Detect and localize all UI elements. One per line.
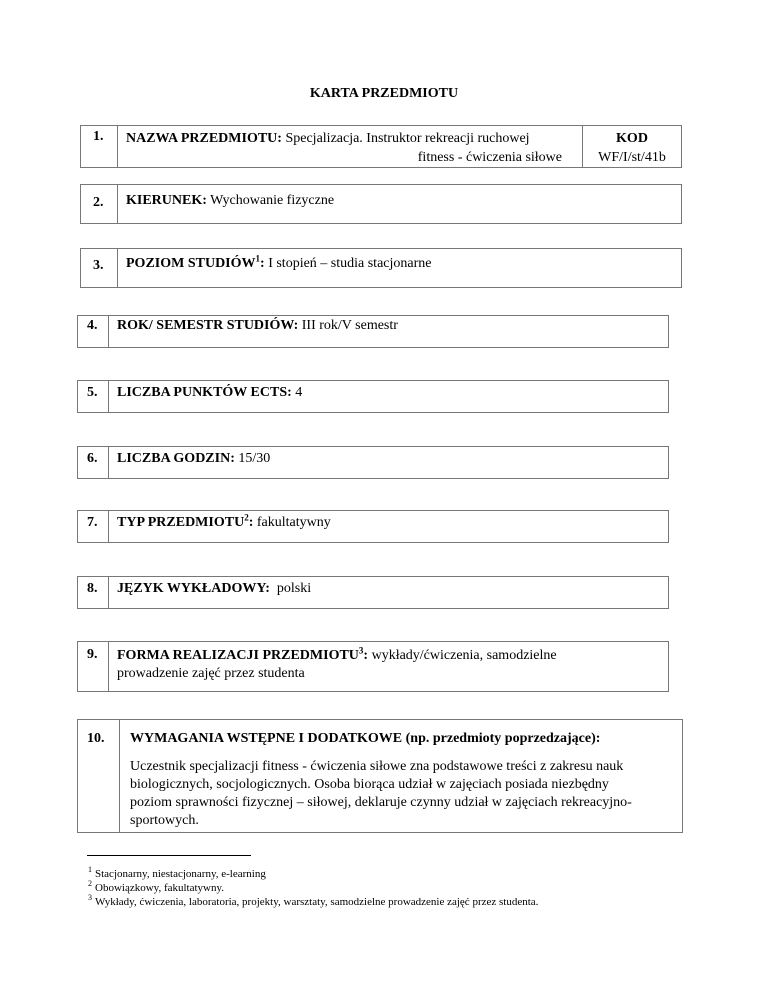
row-content [109,447,668,478]
row-value: Wychowanie fizyczne [210,193,335,208]
row-label: FORMA REALIZACJI PRZEDMIOTU [117,648,359,663]
row-content [118,249,681,287]
row-label: KIERUNEK: [126,193,207,208]
row-number: 5. [78,381,109,412]
row-content [118,126,582,167]
row-colon: : [260,256,265,271]
footnote-text: Stacjonarny, niestacjonarny, e-learning [95,868,266,880]
footnote-mark: 1 [88,865,92,875]
row-number: 8. [78,577,109,608]
row-content [109,511,668,542]
row-value: I stopień – studia stacjonarne [268,256,432,271]
row-value: Specjalizacja. Instruktor rekreacji ruchowej [285,131,530,146]
row-label: ROK/ SEMESTR STUDIÓW: [117,318,299,333]
row-value-line2: prowadzenie zajęć przez studenta [117,666,305,681]
code-label: KOD [616,131,648,146]
row-value: III rok/V semestr [301,318,398,333]
row-content [109,381,668,412]
footnote-ref: 3 [358,645,364,656]
row-number: 9. [78,642,109,691]
row-label: NAZWA PRZEDMIOTU: [126,131,282,146]
row-number: 6. [78,447,109,478]
code-value: WF/I/st/41b [598,150,666,165]
row-delivery-form [77,641,669,692]
row-value: 4 [295,385,303,400]
row-hours [77,446,669,479]
row-number: 1. [81,126,118,167]
row-content [109,642,668,691]
row-label: LICZBA GODZIN: [117,451,235,466]
row-label: LICZBA PUNKTÓW ECTS: [117,385,292,400]
footnote [88,867,266,881]
row-subject-name [80,125,682,168]
row-prerequisites [77,719,683,833]
row-value: polski [276,581,312,596]
row-colon: : [248,515,254,530]
row-value: 15/30 [238,451,271,466]
footnote [88,881,224,895]
row-value-line2: fitness - ćwiczenia siłowe [417,150,562,165]
row-year-semester [77,315,669,348]
text-line: poziom sprawności fizycznej – siłowej, deklaruje czynny udział w zajęciach rekreacyjno- [130,795,632,810]
row-value: fakultatywny [256,515,331,530]
row-subject-type [77,510,669,543]
row-number: 3. [81,249,118,287]
footnote [88,895,538,909]
document-title: KARTA PRZEDMIOTU [309,86,459,101]
footnote-mark: 2 [88,879,92,889]
prerequisites-text [130,758,674,830]
footnote-ref: 1 [255,253,261,264]
row-value: wykłady/ćwiczenia, samodzielne [371,648,557,663]
row-content [120,720,682,832]
row-label: POZIOM STUDIÓW [126,256,256,271]
row-label: TYP PRZEDMIOTU [117,515,245,530]
row-field-of-study [80,184,682,224]
row-ects-points [77,380,669,413]
row-content [118,185,681,223]
row-colon: : [363,648,369,663]
text-line: biologicznych, socjologicznych. Osoba biorąca udział w zajęciach posiada niezbędny [130,777,609,792]
row-content [109,577,668,608]
row-label: WYMAGANIA WSTĘPNE I DODATKOWE (np. przedmioty poprzedzające): [130,731,601,746]
row-number: 7. [78,511,109,542]
footnote-text: Wykłady, ćwiczenia, laboratoria, projekty, warsztaty, samodzielne prowadzenie zajęć przez studenta. [95,896,539,908]
row-number: 10. [78,720,120,832]
row-study-level [80,248,682,288]
row-language [77,576,669,609]
row-content [109,316,668,347]
row-number: 2. [81,185,118,223]
row-label: JĘZYK WYKŁADOWY: [117,581,270,596]
footnote-ref: 2 [244,512,249,523]
footnote-text: Obowiązkowy, fakultatywny. [95,882,225,894]
footnote-mark: 3 [88,893,92,903]
code-cell [582,126,681,167]
row-number: 4. [78,316,109,347]
text-line: sportowych. [130,813,199,828]
footnote-separator [87,855,251,856]
text-line: Uczestnik specjalizacji fitness - ćwiczenia siłowe zna podstawowe treści z zakresu nauk [130,759,624,774]
